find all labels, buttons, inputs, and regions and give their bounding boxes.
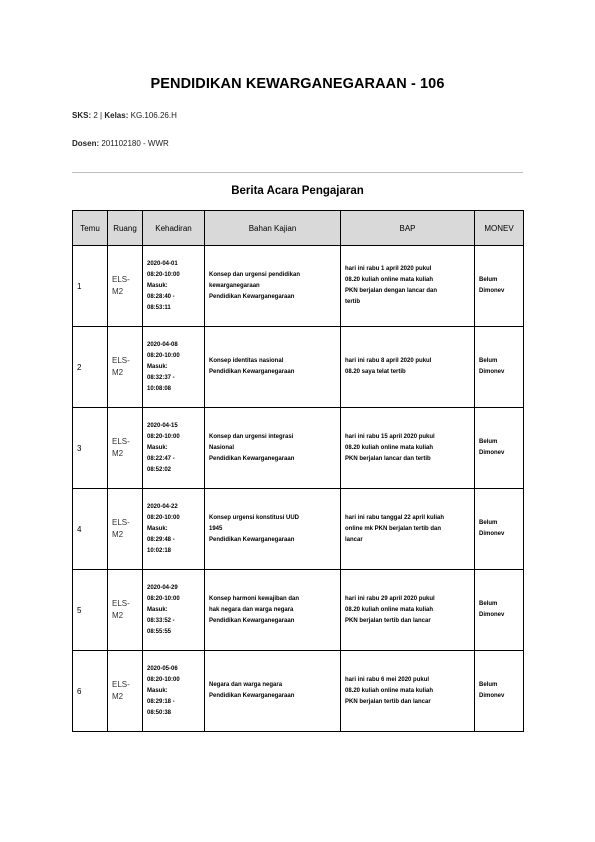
cell-bap-line: PKN berjalan dengan lancar dan [345, 288, 438, 294]
cell-kehadiran-line: 2020-04-29 [147, 584, 178, 591]
cell-ruang [108, 651, 143, 732]
cell-kehadiran [143, 246, 205, 327]
cell-kehadiran [143, 489, 205, 570]
cell-bahan-kajian [205, 246, 341, 327]
cell-bap-line: 08.20 saya telat tertib [345, 369, 406, 375]
cell-kehadiran [143, 408, 205, 489]
cell-ruang [108, 327, 143, 408]
cell-bap-line: PKN berjalan tertib dan lancar [345, 698, 431, 705]
cell-ruang-line: M2 [112, 287, 124, 296]
cell-monev-line: Dimonev [479, 612, 505, 618]
cell-kehadiran-line: 10:08:08 [147, 385, 172, 392]
cell-bap-line: hari ini rabu 8 april 2020 pukul [345, 358, 432, 364]
cell-kehadiran-line: 08:29:48 - [147, 536, 175, 543]
cell-kehadiran [143, 651, 205, 732]
table-header-row [73, 211, 524, 246]
dosen-meta [72, 139, 169, 148]
cell-monev [475, 408, 524, 489]
cell-ruang-line: M2 [112, 449, 124, 458]
cell-monev-line: Belum [479, 439, 498, 445]
cell-monev-line: Dimonev [479, 288, 505, 294]
cell-kehadiran-line: Masuk: [147, 687, 168, 694]
cell-kehadiran-line: Masuk: [147, 282, 168, 289]
cell-ruang [108, 570, 143, 651]
table-row [73, 570, 524, 651]
cell-kehadiran-line: Masuk: [147, 606, 168, 613]
cell-kehadiran-line: 08:52:02 [147, 466, 172, 473]
cell-kehadiran [143, 570, 205, 651]
cell-monev [475, 489, 524, 570]
cell-ruang-line: ELS- [112, 518, 130, 527]
cell-temu: 2 [73, 327, 108, 408]
table-row [73, 489, 524, 570]
cell-bahan-kajian-line: Konsep urgensi konstitusi UUD [209, 514, 300, 521]
cell-bap [341, 327, 475, 408]
cell-bahan-kajian-line: Nasional [209, 444, 235, 451]
cell-monev-line: Belum [479, 601, 498, 607]
cell-bap-line: hari ini rabu 1 april 2020 pukul [345, 266, 432, 272]
cell-kehadiran-line: 2020-04-01 [147, 260, 178, 267]
cell-ruang-line: ELS- [112, 356, 130, 365]
cell-ruang [108, 246, 143, 327]
cell-bap [341, 570, 475, 651]
cell-kehadiran-line: 08:33:52 - [147, 617, 175, 624]
cell-temu: 5 [73, 570, 108, 651]
course-title: PENDIDIKAN KEWARGANEGARAAN - 106 [150, 76, 445, 92]
cell-bap-line: 08.20 kuliah online mata kuliah [345, 606, 434, 613]
cell-kehadiran-line: 2020-04-08 [147, 341, 178, 348]
cell-bap [341, 246, 475, 327]
cell-ruang [108, 489, 143, 570]
table-row [73, 246, 524, 327]
cell-bahan-kajian-line: Pendidikan Kewarganegaraan [209, 293, 295, 300]
cell-temu: 3 [73, 408, 108, 489]
cell-bap-line: lancar [345, 536, 363, 543]
cell-kehadiran [143, 327, 205, 408]
cell-bap-line: hari ini rabu 15 april 2020 pukul [345, 433, 435, 440]
cell-bahan-kajian-line: Konsep dan urgensi integrasi [209, 433, 294, 440]
cell-bap-line: hari ini rabu 6 mei 2020 pukul [345, 676, 430, 683]
cell-bap-line: 08.20 kuliah online mata kuliah [345, 687, 434, 694]
cell-bap [341, 651, 475, 732]
cell-bap-line: tertib [345, 299, 360, 305]
header-bap: BAP [341, 211, 475, 246]
cell-kehadiran-line: 08:20-10:00 [147, 595, 180, 602]
section-title: Berita Acara Pengajaran [231, 185, 364, 197]
cell-kehadiran-line: 2020-04-22 [147, 503, 178, 510]
cell-kehadiran-line: 08:50:38 [147, 709, 172, 716]
header-bahan-kajian: Bahan Kajian [205, 211, 341, 246]
cell-ruang-line: M2 [112, 692, 124, 701]
cell-monev-line: Belum [479, 520, 498, 526]
cell-bahan-kajian-line: Konsep harmoni kewajiban dan [209, 595, 300, 602]
cell-bahan-kajian-line: Pendidikan Kewarganegaraan [209, 455, 295, 462]
cell-kehadiran-line: 08:53:11 [147, 304, 171, 311]
cell-monev-line: Belum [479, 682, 498, 688]
sks-value: 2 [93, 111, 98, 120]
cell-bahan-kajian-line: kewarganegaraan [209, 282, 260, 289]
cell-bap-line: PKN berjalan lancar dan tertib [345, 455, 431, 462]
cell-bahan-kajian-line: Konsep identitas nasional [209, 358, 284, 364]
cell-kehadiran-line: 08:29:18 - [147, 698, 175, 705]
cell-bahan-kajian-line: Konsep dan urgensi pendidikan [209, 271, 301, 278]
table-row [73, 327, 524, 408]
cell-kehadiran-line: 08:22:47 - [147, 455, 175, 462]
cell-kehadiran-line: 08:20-10:00 [147, 514, 180, 521]
cell-ruang-line: M2 [112, 530, 124, 539]
cell-bahan-kajian-line: Pendidikan Kewarganegaraan [209, 693, 295, 699]
cell-ruang-line: M2 [112, 368, 124, 377]
cell-bahan-kajian-line: Pendidikan Kewarganegaraan [209, 369, 295, 375]
cell-kehadiran-line: 08:20-10:00 [147, 676, 180, 683]
cell-monev-line: Dimonev [479, 693, 505, 699]
dosen-value: 201102180 - WWR [101, 139, 169, 148]
cell-bahan-kajian [205, 651, 341, 732]
cell-monev-line: Belum [479, 358, 498, 364]
cell-bahan-kajian-line: 1945 [209, 525, 223, 532]
cell-monev [475, 327, 524, 408]
cell-kehadiran-line: 08:20-10:00 [147, 271, 180, 278]
dosen-label: Dosen: [72, 139, 100, 148]
meta-separator: | [100, 111, 103, 120]
cell-monev-line: Dimonev [479, 450, 505, 456]
cell-temu: 4 [73, 489, 108, 570]
cell-kehadiran-line: 08:32:37 - [147, 374, 175, 381]
cell-ruang-line: ELS- [112, 599, 130, 608]
cell-bahan-kajian-line: Pendidikan Kewarganegaraan [209, 536, 295, 543]
cell-kehadiran-line: 08:28:40 - [147, 293, 175, 300]
cell-temu: 1 [73, 246, 108, 327]
cell-monev-line: Belum [479, 277, 498, 283]
cell-bap-line: hari ini rabu 29 april 2020 pukul [345, 595, 435, 602]
cell-monev-line: Dimonev [479, 531, 505, 537]
cell-bap-line: 08.20 kuliah online mata kuliah [345, 277, 434, 283]
cell-kehadiran-line: Masuk: [147, 444, 168, 451]
table-row [73, 651, 524, 732]
cell-monev-line: Dimonev [479, 369, 505, 375]
cell-ruang-line: ELS- [112, 680, 130, 689]
cell-bap [341, 489, 475, 570]
cell-kehadiran-line: Masuk: [147, 363, 168, 370]
cell-bahan-kajian [205, 408, 341, 489]
cell-ruang [108, 408, 143, 489]
cell-kehadiran-line: 10:02:18 [147, 547, 172, 554]
cell-bahan-kajian [205, 570, 341, 651]
cell-monev [475, 570, 524, 651]
cell-kehadiran-line: 08:55:55 [147, 628, 172, 635]
course-meta [72, 111, 177, 120]
cell-kehadiran-line: 2020-04-15 [147, 422, 178, 429]
kelas-value: KG.106.26.H [130, 111, 177, 120]
bap-table [72, 210, 524, 732]
cell-ruang-line: M2 [112, 611, 124, 620]
header-monev: MONEV [475, 211, 524, 246]
cell-monev [475, 246, 524, 327]
cell-bahan-kajian-line: Pendidikan Kewarganegaraan [209, 617, 295, 624]
cell-bap-line: hari ini rabu tanggal 22 april kuliah [345, 514, 445, 521]
kelas-label: Kelas: [104, 111, 129, 120]
cell-kehadiran-line: Masuk: [147, 525, 168, 532]
header-temu: Temu [73, 211, 108, 246]
cell-bap-line: PKN berjalan tertib dan lancar [345, 617, 431, 624]
table-row [73, 408, 524, 489]
cell-kehadiran-line: 08:20-10:00 [147, 352, 180, 359]
sks-label: SKS: [72, 111, 92, 120]
cell-monev [475, 651, 524, 732]
cell-bahan-kajian-line: hak negara dan warga negara [209, 606, 294, 613]
cell-ruang-line: ELS- [112, 275, 130, 284]
header-kehadiran: Kehadiran [143, 211, 205, 246]
cell-ruang-line: ELS- [112, 437, 130, 446]
cell-kehadiran-line: 2020-05-06 [147, 665, 178, 672]
cell-kehadiran-line: 08:20-10:00 [147, 433, 180, 440]
cell-bap-line: 08.20 kuliah online mata kuliah [345, 444, 434, 451]
cell-temu: 6 [73, 651, 108, 732]
header-ruang: Ruang [108, 211, 143, 246]
cell-bahan-kajian [205, 489, 341, 570]
cell-bap-line: online mk PKN berjalan tertib dan [345, 525, 442, 532]
cell-bap [341, 408, 475, 489]
cell-bahan-kajian-line: Negara dan warga negara [209, 682, 283, 688]
cell-bahan-kajian [205, 327, 341, 408]
divider [72, 172, 523, 173]
